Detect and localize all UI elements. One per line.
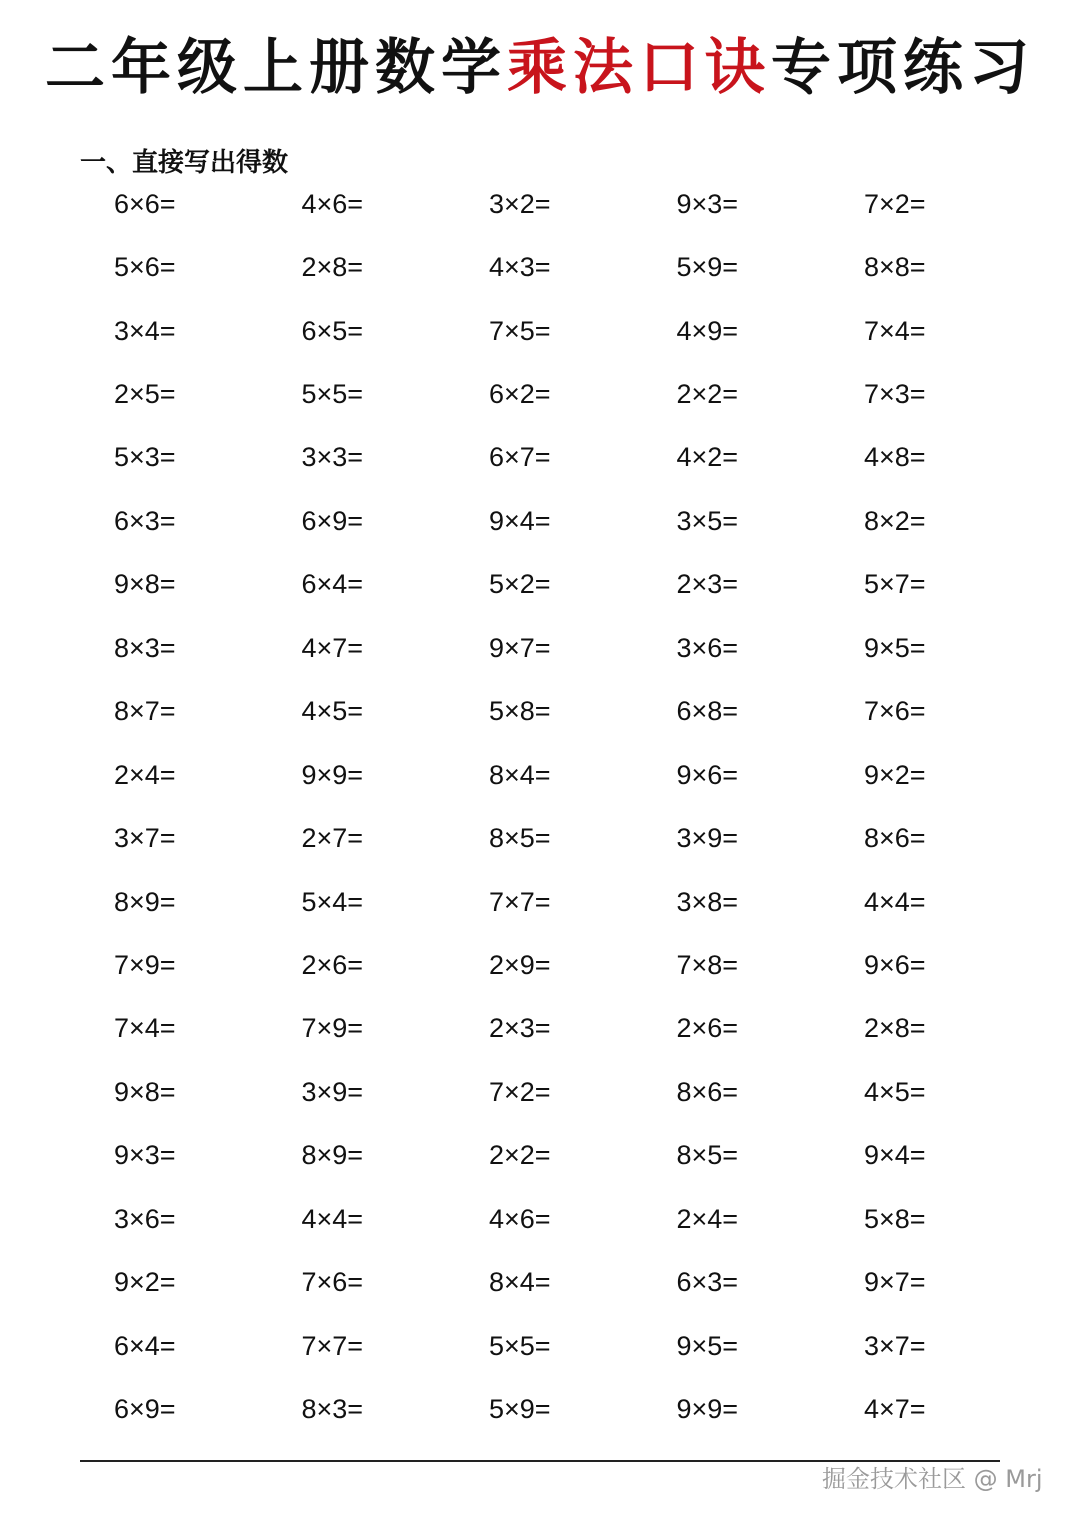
problem-row (114, 489, 1054, 552)
problem-item: 9×5= (864, 632, 926, 663)
problem-item: 3×6= (114, 1203, 176, 1234)
problem-item: 3×8= (676, 886, 739, 917)
problem-item: 9×3= (114, 1140, 176, 1171)
section-heading: 一、直接写出得数 (80, 148, 289, 178)
problem-item: 9×2= (114, 1267, 176, 1298)
problem-row (114, 806, 1054, 869)
problem-item: 8×4= (489, 1267, 551, 1298)
problem-item: 5×3= (114, 442, 176, 473)
problem-item: 9×9= (301, 759, 364, 790)
problem-item: 6×7= (489, 442, 551, 473)
problem-item: 3×6= (676, 632, 739, 663)
problem-item: 5×5= (301, 379, 364, 410)
problem-item: 9×6= (864, 949, 926, 980)
problem-row (114, 870, 1054, 933)
problem-item: 9×2= (864, 759, 926, 790)
problem-item: 7×7= (489, 886, 551, 917)
problem-item: 2×5= (114, 379, 176, 410)
problem-item: 5×4= (301, 886, 364, 917)
problem-item: 5×6= (114, 252, 176, 283)
problem-item: 4×9= (676, 315, 739, 346)
problem-item: 2×3= (676, 569, 739, 600)
problem-item: 2×6= (676, 1013, 739, 1044)
problem-item: 4×6= (489, 1203, 551, 1234)
problem-item: 2×4= (114, 759, 176, 790)
problem-item: 7×7= (301, 1330, 364, 1361)
problem-item: 6×3= (114, 505, 176, 536)
problem-row (114, 997, 1054, 1060)
problem-row (114, 680, 1054, 743)
problem-row (114, 933, 1054, 996)
problem-row (114, 1060, 1054, 1123)
problem-item: 8×2= (864, 505, 926, 536)
problem-item: 3×5= (676, 505, 739, 536)
problem-item: 6×4= (114, 1330, 176, 1361)
problem-item: 7×3= (864, 379, 926, 410)
problem-item: 8×9= (301, 1140, 364, 1171)
problem-item: 2×3= (489, 1013, 551, 1044)
problem-item: 3×2= (489, 188, 551, 219)
problem-item: 8×5= (489, 823, 551, 854)
problem-item: 5×5= (489, 1330, 551, 1361)
page-title (0, 30, 1080, 106)
problem-item: 6×5= (301, 315, 364, 346)
problem-item: 2×2= (676, 379, 739, 410)
problem-item: 2×8= (301, 252, 364, 283)
problem-item: 5×7= (864, 569, 926, 600)
problem-row (114, 1314, 1054, 1377)
problem-item: 7×4= (114, 1013, 176, 1044)
problem-row (114, 616, 1054, 679)
problem-item: 7×8= (676, 949, 739, 980)
problem-item: 4×5= (301, 696, 364, 727)
problem-item: 7×2= (489, 1076, 551, 1107)
problem-item: 8×7= (114, 696, 176, 727)
problem-item: 3×3= (301, 442, 364, 473)
problem-row (114, 1250, 1054, 1313)
problem-row (114, 426, 1054, 489)
problem-item: 6×3= (676, 1267, 739, 1298)
problem-item: 9×9= (676, 1394, 739, 1425)
title-highlight: 乘法口诀 (507, 33, 771, 103)
problem-item: 9×3= (676, 188, 739, 219)
problem-row (114, 362, 1054, 425)
problem-item: 9×8= (114, 1076, 176, 1107)
problem-item: 9×4= (489, 505, 551, 536)
problem-item: 2×6= (301, 949, 364, 980)
problem-item: 2×2= (489, 1140, 551, 1171)
problem-item: 3×9= (676, 823, 739, 854)
problem-item: 8×5= (676, 1140, 739, 1171)
problem-row (114, 172, 1054, 235)
problem-item: 4×2= (676, 442, 739, 473)
problem-row (114, 235, 1054, 298)
problem-item: 5×8= (489, 696, 551, 727)
problem-item: 3×7= (864, 1330, 926, 1361)
problem-item: 4×7= (301, 632, 364, 663)
problem-item: 8×6= (864, 823, 926, 854)
problem-item: 7×5= (489, 315, 551, 346)
problem-item: 4×8= (864, 442, 926, 473)
problem-item: 4×6= (301, 188, 364, 219)
problem-item: 8×8= (864, 252, 926, 283)
problem-item: 2×8= (864, 1013, 926, 1044)
problem-item: 4×5= (864, 1076, 926, 1107)
problem-item: 5×9= (489, 1394, 551, 1425)
problem-row (114, 1377, 1054, 1440)
problem-item: 7×9= (114, 949, 176, 980)
title-part-3: 专项练习 (771, 33, 1035, 103)
problem-item: 4×4= (864, 886, 926, 917)
problem-item: 5×8= (864, 1203, 926, 1234)
problem-item: 6×8= (676, 696, 739, 727)
problem-item: 3×4= (114, 315, 176, 346)
problem-item: 4×4= (301, 1203, 364, 1234)
problem-item: 7×9= (301, 1013, 364, 1044)
problem-item: 2×4= (676, 1203, 739, 1234)
problem-item: 6×9= (114, 1394, 176, 1425)
problem-item: 9×5= (676, 1330, 739, 1361)
problem-item: 6×9= (301, 505, 364, 536)
problem-item: 8×4= (489, 759, 551, 790)
problem-item: 9×6= (676, 759, 739, 790)
problem-item: 8×3= (114, 632, 176, 663)
problem-item: 9×7= (489, 632, 551, 663)
problem-item: 4×3= (489, 252, 551, 283)
problem-item: 9×8= (114, 569, 176, 600)
problem-item: 5×9= (676, 252, 739, 283)
problem-row (114, 1187, 1054, 1250)
title-part-1: 二年级上册数学 (45, 33, 507, 103)
problem-row (114, 743, 1054, 806)
problem-item: 6×4= (301, 569, 364, 600)
problem-item: 5×2= (489, 569, 551, 600)
problem-item: 6×2= (489, 379, 551, 410)
problem-item: 8×6= (676, 1076, 739, 1107)
problem-item: 4×7= (864, 1394, 926, 1425)
problem-item: 7×6= (864, 696, 926, 727)
problem-item: 8×3= (301, 1394, 364, 1425)
problem-item: 9×4= (864, 1140, 926, 1171)
problem-row (114, 1124, 1054, 1187)
problem-item: 8×9= (114, 886, 176, 917)
problem-item: 7×6= (301, 1267, 364, 1298)
problem-grid (114, 172, 1054, 1441)
problem-item: 3×7= (114, 823, 176, 854)
problem-row (114, 299, 1054, 362)
problem-item: 2×9= (489, 949, 551, 980)
problem-item: 3×9= (301, 1076, 364, 1107)
problem-item: 2×7= (301, 823, 364, 854)
problem-item: 7×4= (864, 315, 926, 346)
problem-row (114, 553, 1054, 616)
problem-item: 6×6= (114, 188, 176, 219)
watermark: 掘金技术社区 @ Mrj (822, 1465, 1043, 1493)
problem-item: 7×2= (864, 188, 926, 219)
problem-item: 9×7= (864, 1267, 926, 1298)
